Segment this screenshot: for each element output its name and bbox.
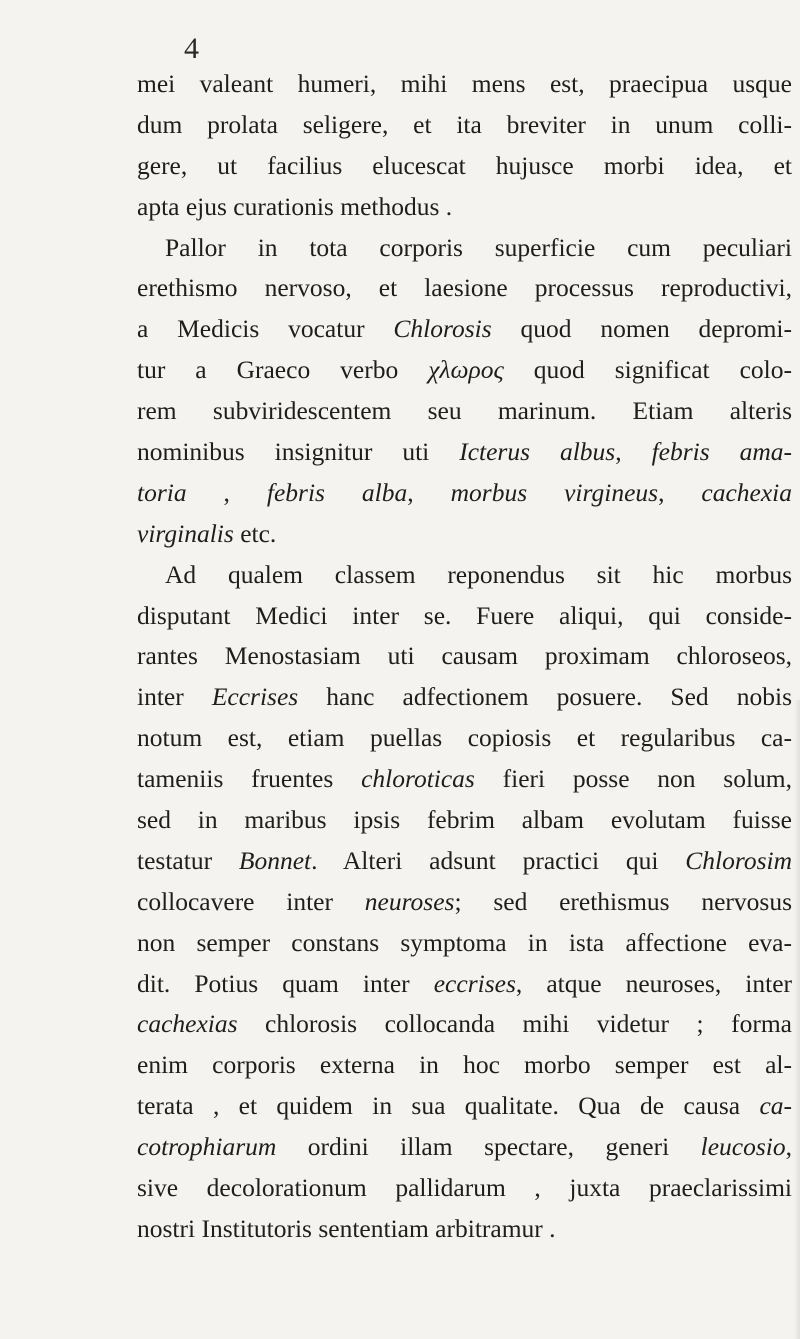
text-segment: rantes Menostasiam uti causam proximam chloroseos, [137,641,792,671]
text-segment: tameniis fruentes [137,764,362,794]
text-line [137,514,792,555]
text-segment: rem subviridescentem seu marinum. Etiam alteris [137,396,792,426]
text-segment: quod significat colo- [503,355,792,385]
text-segment: tur a Graeco verbo [137,355,429,385]
text-segment: Pallor in tota corporis superficie cum peculiari [165,232,792,262]
italic-text: Icterus albus [459,437,616,467]
italic-text: febris ama- [651,437,793,467]
text-segment: , [785,1132,792,1162]
italic-text: leucosio [700,1132,786,1162]
text-line [137,636,792,677]
text-segment: etc. [233,518,277,548]
text-segment: ; sed erethismus nervosus [454,886,792,916]
text-segment: sed in maribus ipsis febrim albam evolutam fuisse [137,805,792,835]
text-line [137,1168,792,1209]
text-segment: notum est, etiam puellas copiosis et regularibus ca- [137,723,792,753]
text-line [137,473,792,514]
text-segment: chlorosis collocanda mihi videtur ; forma [237,1009,792,1039]
italic-text: virginalis [137,518,234,548]
text-segment: quod nomen depromi- [491,314,793,344]
text-line [137,64,792,105]
text-segment: enim corporis externa in hoc morbo semper est al- [137,1050,792,1080]
text-line [137,350,792,391]
text-segment: sive decolorationum pallidarum , juxta praeclarissimi [137,1173,792,1203]
italic-text: cotrophiarum [137,1132,277,1162]
text-segment: dum prolata seligere, et ita breviter in unum colli- [137,109,792,139]
italic-text: febris alba [266,477,408,507]
text-segment: gere, ut facilius elucescat hujusce morbi idea, et [137,150,792,180]
italic-text: Chlorosis [393,314,492,344]
italic-text: cachexia [701,477,793,507]
text-segment: , atque neuroses, inter [515,968,793,998]
text-line [137,923,792,964]
text-segment: , [658,477,702,507]
body-text [137,64,792,1250]
text-line [137,555,792,596]
text-segment: nostri Institutoris sententiam arbitramur . [137,1213,556,1243]
text-line [137,841,792,882]
text-line [137,1086,792,1127]
text-segment: ordini illam spectare, generi [276,1132,701,1162]
text-line [137,1127,792,1168]
text-segment: inter [137,682,212,712]
text-line [137,432,792,473]
italic-text: eccrises [433,968,516,998]
text-line [137,268,792,309]
italic-text: chloroticas [361,764,475,794]
text-segment: terata , et quidem in sua qualitate. Qua de causa [137,1091,760,1121]
text-segment: apta ejus curationis methodus . [137,191,453,221]
text-line [137,596,792,637]
text-line [137,391,792,432]
text-segment: Ad qualem classem reponendus sit hic morbus [165,559,792,589]
italic-text: Chlorosim [685,845,792,875]
text-segment: non semper constans symptoma in ista affectione eva- [137,927,792,957]
italic-text: Bonnet [238,845,312,875]
italic-text: morbus virgineus [450,477,659,507]
text-line [137,882,792,923]
text-segment: testatur [137,845,239,875]
text-segment: , [407,477,451,507]
text-line [137,800,792,841]
text-line [137,146,792,187]
text-line [137,759,792,800]
text-line [137,677,792,718]
text-segment: nominibus insignitur uti [137,437,460,467]
text-line [137,1004,792,1045]
text-segment: erethismo nervoso, et laesione processus reproductivi, [137,273,792,303]
text-segment: , [615,437,652,467]
text-segment: mei valeant humeri, mihi mens est, praecipua usque [137,69,792,98]
text-line [137,309,792,350]
text-line [137,1045,792,1086]
text-segment: dit. Potius quam inter [137,968,434,998]
text-segment: a Medicis vocatur [137,314,394,344]
text-segment: collocavere inter [137,886,365,916]
text-line [137,187,792,228]
text-line [137,964,792,1005]
italic-text: neuroses [364,886,455,916]
text-line [137,718,792,759]
text-segment: , [186,477,267,507]
text-segment: fieri posse non solum, [474,764,793,794]
text-segment: disputant Medici inter se. Fuere aliqui, qui conside- [137,600,792,630]
italic-text: cachexias [137,1009,238,1039]
text-segment: hanc adfectionem posuere. Sed nobis [298,682,793,712]
page-number: 4 [184,32,199,65]
text-line [137,1209,792,1250]
italic-text: ca- [759,1091,792,1121]
italic-text: χλωρος [428,355,504,385]
text-line [137,228,792,269]
text-segment: . Alteri adsunt practici qui [311,845,686,875]
italic-text: Eccrises [211,682,299,712]
italic-text: toria [137,477,187,507]
page-edge-shadow [794,700,800,1339]
text-line [137,105,792,146]
